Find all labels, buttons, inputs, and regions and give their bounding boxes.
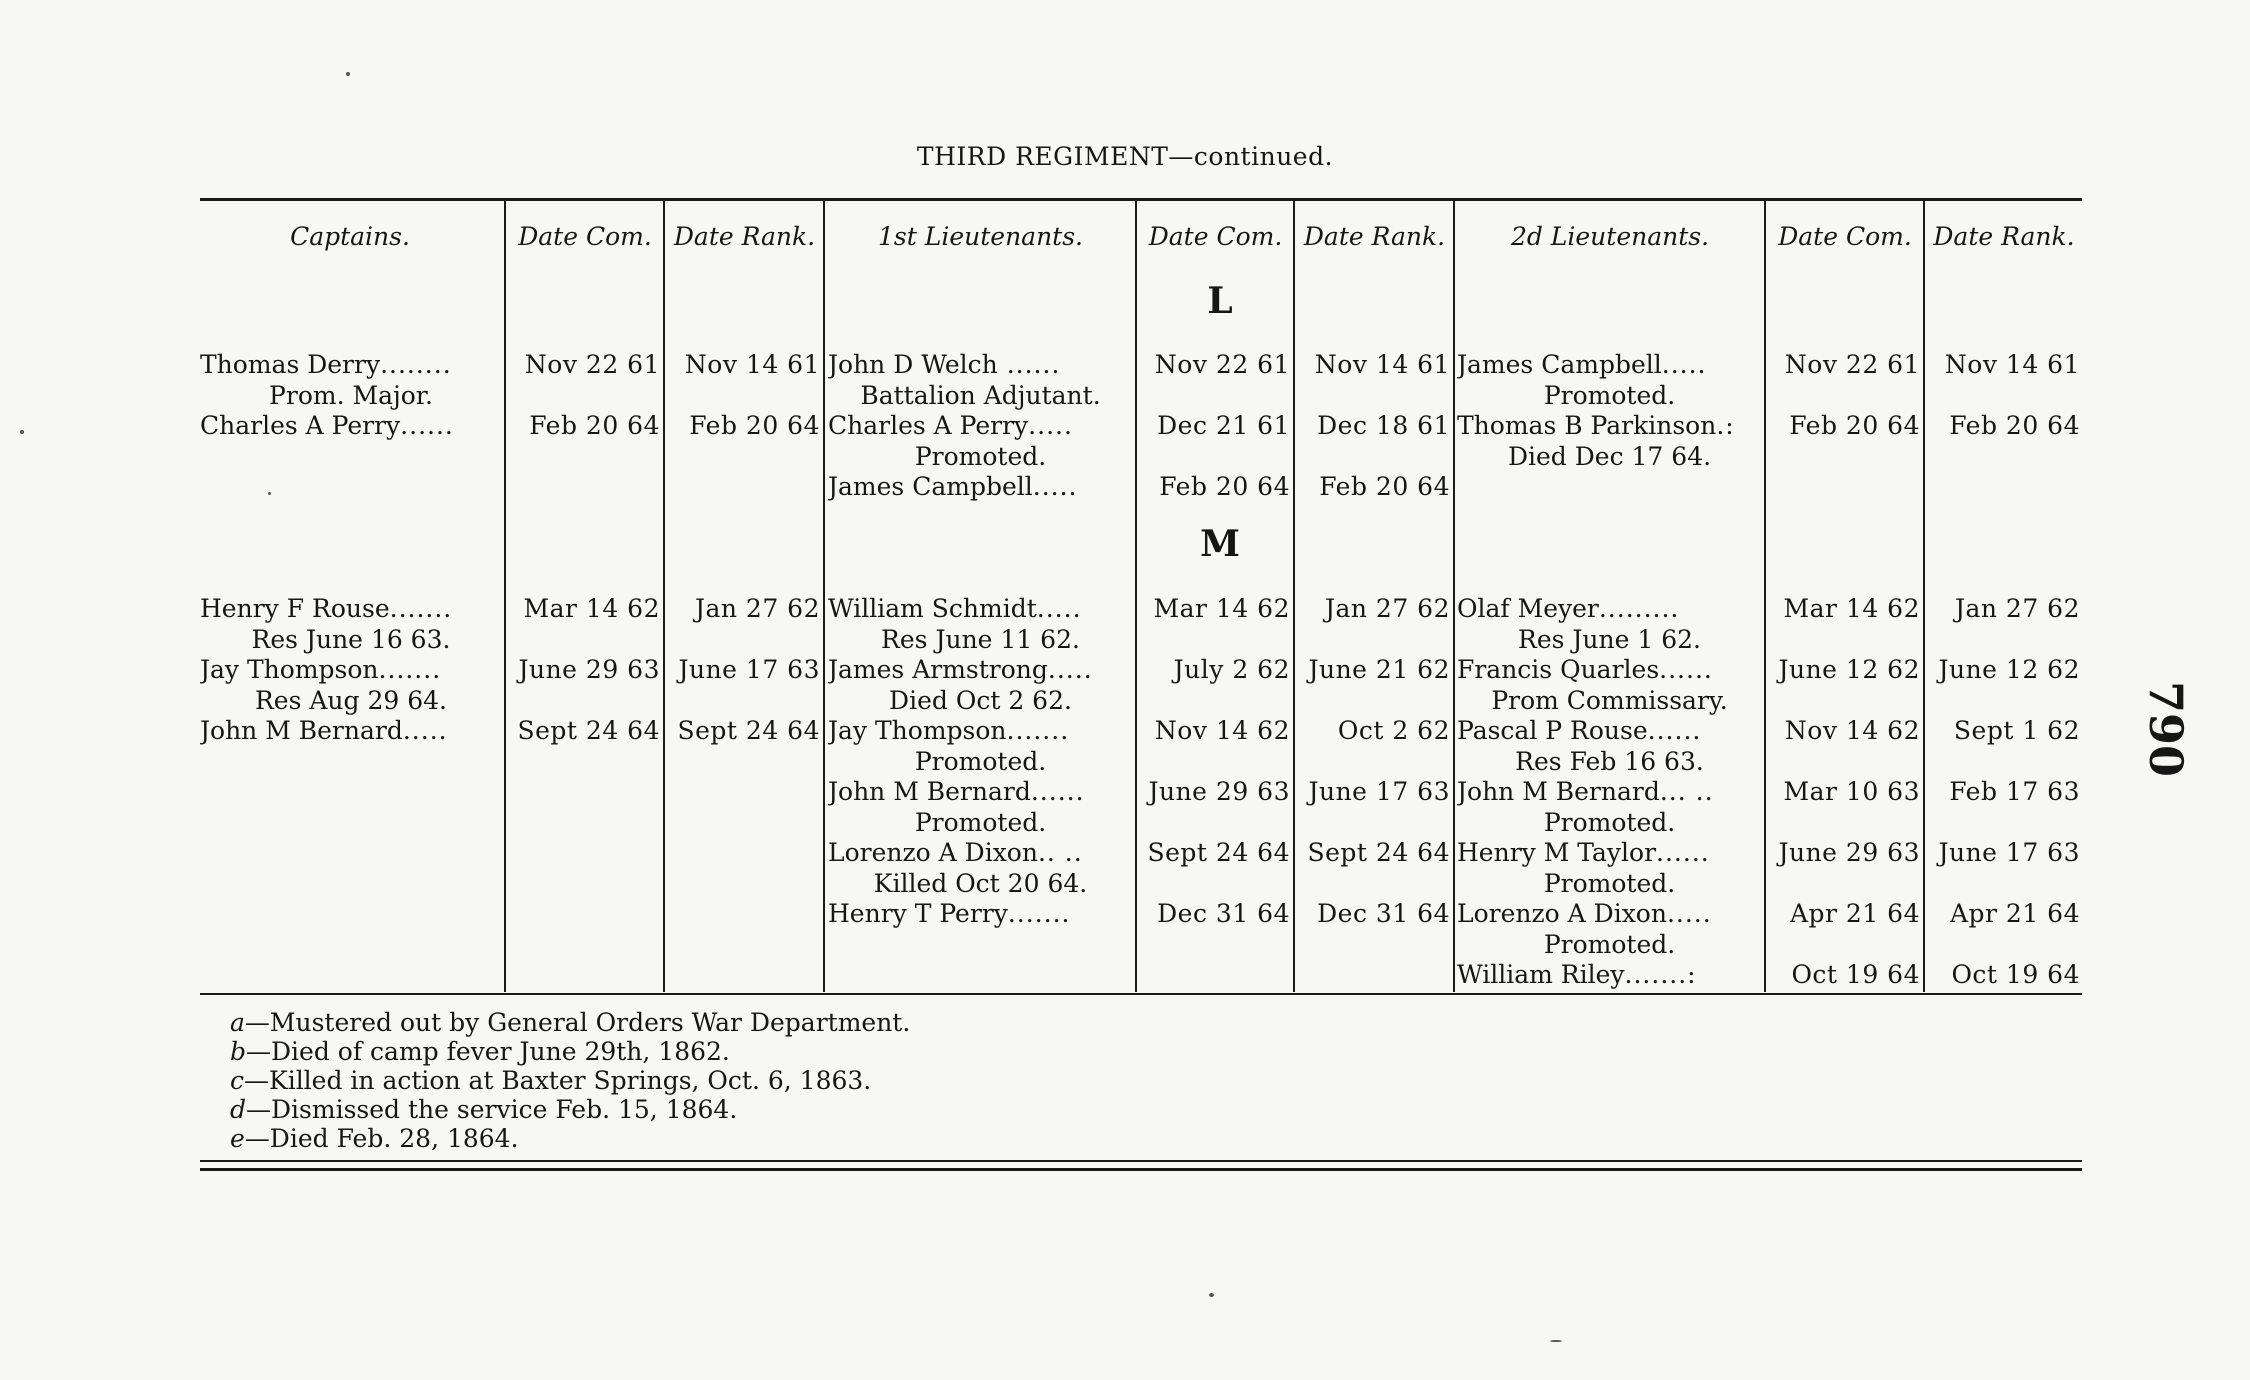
header-date-rank: Date Rank.	[673, 222, 816, 251]
scan-speck	[346, 72, 350, 76]
first-lt-date-rank: Oct 2 62	[1337, 716, 1450, 745]
second-lt-date-rank: Feb 20 64	[1949, 411, 2080, 440]
second-lt-note: Promoted.	[1543, 381, 1676, 410]
first-lt-date-com: Sept 24 64	[1147, 838, 1290, 867]
second-lt-date-rank: June 17 63	[1938, 838, 2080, 867]
captain-note: Prom. Major.	[269, 381, 433, 410]
first-lt-name: Henry T Perry.......	[828, 899, 1071, 928]
first-lt-name: Lorenzo A Dixon.. ..	[828, 838, 1083, 867]
captain-name: Charles A Perry......	[200, 411, 454, 440]
first-lt-date-rank: June 21 62	[1308, 655, 1450, 684]
second-lt-name: Henry M Taylor......	[1457, 838, 1710, 867]
captain-date-rank: Nov 14 61	[684, 350, 820, 379]
section-letter-m: M	[1200, 523, 1240, 565]
scan-speck	[268, 492, 271, 495]
second-lt-date-com: Mar 10 63	[1783, 777, 1920, 806]
first-lt-name: James Campbell.....	[828, 472, 1078, 501]
first-lt-name: Jay Thompson.......	[828, 716, 1070, 745]
first-lt-date-com: Nov 14 62	[1154, 716, 1290, 745]
first-lt-note: Promoted.	[914, 442, 1047, 471]
first-lt-note: Res June 11 62.	[881, 625, 1080, 654]
captain-date-com: Mar 14 62	[523, 594, 660, 623]
captain-date-com: Feb 20 64	[529, 411, 660, 440]
col-divider	[1923, 200, 1925, 992]
first-lt-date-com: Dec 31 64	[1157, 899, 1290, 928]
col-divider	[1764, 200, 1766, 992]
first-lt-date-com: June 29 63	[1148, 777, 1290, 806]
second-lt-date-com: June 12 62	[1778, 655, 1920, 684]
page-title: THIRD REGIMENT—continued.	[916, 142, 1334, 171]
first-lt-date-com: Dec 21 61	[1157, 411, 1290, 440]
captain-date-rank: June 17 63	[678, 655, 820, 684]
captain-note: Res Aug 29 64.	[254, 686, 448, 715]
second-lt-date-rank: Apr 21 64	[1949, 899, 2080, 928]
second-lt-date-com: Nov 22 61	[1784, 350, 1920, 379]
first-lt-date-rank: Dec 18 61	[1317, 411, 1450, 440]
first-lt-name: William Schmidt.....	[828, 594, 1082, 623]
first-lt-date-com: Nov 22 61	[1154, 350, 1290, 379]
captain-name: Jay Thompson.......	[200, 655, 442, 684]
captain-note: Res June 16 63.	[251, 625, 451, 654]
header-date-rank: Date Rank.	[1933, 222, 2075, 251]
first-lt-date-rank: Sept 24 64	[1307, 838, 1450, 867]
section-letter-l: L	[1207, 280, 1233, 322]
col-divider	[1293, 200, 1295, 992]
second-lt-date-rank: Jan 27 62	[1954, 594, 2080, 623]
second-lt-name: Pascal P Rouse......	[1457, 716, 1702, 745]
first-lt-name: Charles A Perry.....	[828, 411, 1073, 440]
captain-date-com: June 29 63	[518, 655, 660, 684]
second-lt-note: Promoted.	[1543, 930, 1676, 959]
captain-name: John M Bernard.....	[200, 716, 448, 745]
first-lt-name: James Armstrong.....	[828, 655, 1093, 684]
first-lt-note: Promoted.	[914, 808, 1047, 837]
page-number: 790	[2139, 680, 2194, 778]
captain-date-rank: Feb 20 64	[689, 411, 820, 440]
second-lt-name: Francis Quarles......	[1457, 655, 1713, 684]
scan-speck	[20, 430, 24, 434]
footnote: c—Killed in action at Baxter Springs, Oct. 6, 1863.	[230, 1066, 872, 1095]
top-rule	[200, 198, 2082, 201]
first-lt-date-com: Feb 20 64	[1159, 472, 1290, 501]
first-lt-name: John M Bernard......	[828, 777, 1085, 806]
second-lt-date-rank: June 12 62	[1938, 655, 2080, 684]
captain-date-rank: Jan 27 62	[694, 594, 820, 623]
header-date-com: Date Com.	[518, 222, 652, 251]
second-lt-name: James Campbell.....	[1457, 350, 1707, 379]
captain-date-com: Sept 24 64	[517, 716, 660, 745]
first-lt-name: John D Welch ......	[828, 350, 1061, 379]
second-lt-date-com: Oct 19 64	[1791, 960, 1920, 989]
captain-date-rank: Sept 24 64	[677, 716, 820, 745]
end-rule-1	[200, 1160, 2082, 1162]
second-lt-note: Prom Commissary.	[1491, 686, 1728, 715]
col-divider	[663, 200, 665, 992]
second-lt-name: Lorenzo A Dixon.....	[1457, 899, 1712, 928]
first-lt-note: Promoted.	[914, 747, 1047, 776]
second-lt-date-rank: Nov 14 61	[1944, 350, 2080, 379]
first-lt-date-rank: Feb 20 64	[1319, 472, 1450, 501]
header-second-lieutenants: 2d Lieutenants.	[1510, 222, 1710, 251]
second-lt-note: Res June 1 62.	[1518, 625, 1701, 654]
second-lt-note: Res Feb 16 63.	[1515, 747, 1704, 776]
footnote: a—Mustered out by General Orders War Department.	[230, 1008, 911, 1037]
header-date-rank: Date Rank.	[1303, 222, 1446, 251]
col-divider	[1453, 200, 1455, 992]
captain-name: Thomas Derry........	[200, 350, 452, 379]
scan-speck	[1550, 1340, 1562, 1342]
end-rule-2	[200, 1168, 2082, 1171]
second-lt-date-com: June 29 63	[1778, 838, 1920, 867]
first-lt-date-rank: June 17 63	[1308, 777, 1450, 806]
second-lt-note: Promoted.	[1543, 808, 1676, 837]
scan-speck	[1209, 1293, 1214, 1297]
second-lt-date-rank: Oct 19 64	[1951, 960, 2080, 989]
second-lt-name: Thomas B Parkinson.:	[1457, 411, 1735, 440]
header-date-com: Date Com.	[1148, 222, 1283, 251]
first-lt-date-com: July 2 62	[1173, 655, 1290, 684]
footnote: d—Dismissed the service Feb. 15, 1864.	[230, 1095, 738, 1124]
first-lt-date-rank: Nov 14 61	[1314, 350, 1450, 379]
first-lt-date-rank: Dec 31 64	[1317, 899, 1450, 928]
table-bottom-rule	[200, 993, 2082, 995]
second-lt-date-rank: Feb 17 63	[1949, 777, 2080, 806]
footnote: b—Died of camp fever June 29th, 1862.	[230, 1037, 730, 1066]
second-lt-date-com: Apr 21 64	[1789, 899, 1920, 928]
second-lt-date-com: Mar 14 62	[1783, 594, 1920, 623]
captain-date-com: Nov 22 61	[524, 350, 660, 379]
footnote: e—Died Feb. 28, 1864.	[230, 1124, 519, 1153]
header-date-com: Date Com.	[1778, 222, 1912, 251]
second-lt-date-com: Nov 14 62	[1784, 716, 1920, 745]
second-lt-name: William Riley.......:	[1457, 960, 1697, 989]
first-lt-date-rank: Jan 27 62	[1324, 594, 1450, 623]
second-lt-name: Olaf Meyer.........	[1457, 594, 1680, 623]
second-lt-note: Promoted.	[1543, 869, 1676, 898]
col-divider	[504, 200, 506, 992]
second-lt-name: John M Bernard... ..	[1457, 777, 1714, 806]
second-lt-note: Died Dec 17 64.	[1507, 442, 1712, 471]
col-divider	[1135, 200, 1137, 992]
first-lt-note: Killed Oct 20 64.	[873, 869, 1088, 898]
col-divider	[823, 200, 825, 992]
first-lt-note: Battalion Adjutant.	[860, 381, 1101, 410]
second-lt-date-com: Feb 20 64	[1789, 411, 1920, 440]
second-lt-date-rank: Sept 1 62	[1953, 716, 2080, 745]
header-first-lieutenants: 1st Lieutenants.	[878, 222, 1083, 251]
captain-name: Henry F Rouse.......	[200, 594, 453, 623]
header-captains: Captains.	[290, 222, 410, 251]
first-lt-date-com: Mar 14 62	[1153, 594, 1290, 623]
first-lt-note: Died Oct 2 62.	[889, 686, 1072, 715]
